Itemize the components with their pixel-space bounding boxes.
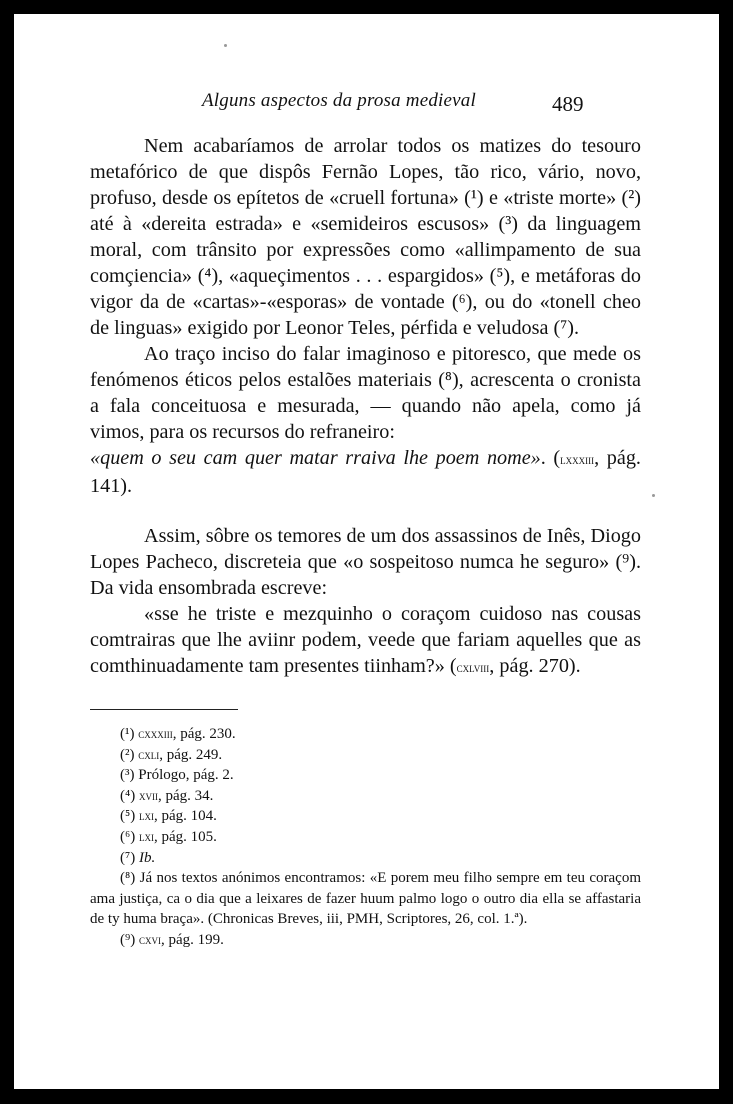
footnote-text: , pág. 249. bbox=[159, 746, 223, 763]
footnote-mark: (⁴) bbox=[120, 787, 136, 804]
footnote-text: Já nos textos anónimos encontramos: «E porem meu filho sempre em teu coraçom ama justiça, ca o dia que a leixares de fazer huum palmo logo o outro dia ella se affastaria de ty huma braça». (Chronicas Breves, iii, PMH, Scriptores, 26, col. 1.ª). bbox=[90, 870, 642, 928]
footnote-text: , pág. 105. bbox=[153, 828, 217, 845]
proverb-ref-chapter: lxxxiii bbox=[560, 452, 595, 467]
footnote-text: Prólogo, pág. 2. bbox=[138, 767, 234, 784]
block-quote-chapter: cxlviii bbox=[456, 660, 490, 675]
running-title: Alguns aspectos da prosa medieval bbox=[202, 90, 476, 111]
footnote-text: , pág. 199. bbox=[160, 931, 224, 948]
footnote-text: , pág. 230. bbox=[172, 726, 236, 742]
footnote-mark: (¹) bbox=[120, 726, 135, 742]
footnote-divider bbox=[90, 709, 238, 710]
footnote-mark: (⁵) bbox=[120, 808, 136, 825]
footnote bbox=[90, 827, 641, 848]
paragraph-1: Nem acabaríamos de arrolar todos os matizes do tesouro metafórico de que dispôs Fernão Lopes, tão rico, vário, novo, profuso, desde os epítetos de «cruell fortuna» (¹) e «triste morte» (²) até à «dereita estrada» e «semideiros escusos» (³) da linguagem moral, com trânsito por expressões como «allimpamento de sua comçiencia» (⁴), «aqueçimentos . . . espargidos» (⁵), e metáforas do vigor da de «cartas»-«esporas» de vontade (⁶), ou do «tonell cheo de linguas» exigido por Leonor Teles, pérfida e veludosa (⁷). bbox=[90, 135, 641, 339]
proverb-ref-open: . ( bbox=[540, 447, 561, 469]
paper-speck bbox=[224, 44, 227, 47]
block-quote bbox=[90, 601, 641, 681]
footnote-text: , pág. 34. bbox=[157, 787, 214, 804]
footnote-mark: (⁹) bbox=[120, 931, 136, 948]
footnote-text: Ib. bbox=[138, 849, 156, 866]
book-page bbox=[14, 14, 719, 1089]
footnote-chapter: lxi bbox=[138, 808, 154, 824]
footnote bbox=[90, 930, 641, 951]
footnote bbox=[90, 868, 641, 930]
proverb-ref-close: , pág. 141). bbox=[90, 447, 641, 497]
footnotes bbox=[90, 724, 641, 951]
footnote-mark: (³) bbox=[120, 767, 135, 784]
footnote-chapter: cxxxiii bbox=[138, 726, 173, 741]
block-quote-text: «sse he triste e mezquinho o coraçom cuidoso nas cousas comtrairas que lhe aviinr podem, veede que fariam aquelles que as comthinuadamente tam presentes tiinham?» ( bbox=[90, 603, 641, 677]
footnote bbox=[90, 765, 641, 786]
proverb-text: «quem o seu cam quer matar rraiva lhe poem nome» bbox=[90, 447, 541, 469]
paragraph-3: Assim, sôbre os temores de um dos assassinos de Inês, Diogo Lopes Pacheco, discreteia que «o sospeitoso numca he seguro» (⁹). Da vida ensombrada escreve: bbox=[90, 525, 641, 599]
footnote-text: , pág. 104. bbox=[153, 808, 217, 825]
body-text bbox=[90, 133, 641, 951]
footnote bbox=[90, 848, 641, 869]
footnote-chapter: cxli bbox=[138, 746, 160, 762]
footnote-chapter: xvii bbox=[138, 787, 158, 803]
footnote-mark: (⁸) bbox=[120, 870, 136, 887]
footnote bbox=[90, 745, 641, 766]
footnote-mark: (⁷) bbox=[120, 849, 136, 866]
paragraph-2: Ao traço inciso do falar imaginoso e pitoresco, que mede os fenómenos éticos pelos estalões materiais (⁸), acrescenta o cronista a fala conceituosa e mesurada, — quando não apela, como já vimos, para os recursos do refraneiro: bbox=[90, 343, 641, 443]
page-number: 489 bbox=[552, 92, 584, 116]
running-head bbox=[14, 90, 719, 118]
footnote bbox=[90, 786, 641, 807]
block-quote-close: , pág. 270). bbox=[489, 655, 581, 677]
footnote-mark: (⁶) bbox=[120, 828, 136, 845]
paper-speck bbox=[652, 494, 655, 497]
footnote-chapter: cxvi bbox=[138, 931, 161, 947]
proverb-quote bbox=[90, 445, 641, 499]
footnote bbox=[90, 724, 641, 745]
footnote-chapter: lxi bbox=[138, 828, 154, 844]
footnote bbox=[90, 806, 641, 827]
footnote-mark: (²) bbox=[120, 746, 135, 763]
